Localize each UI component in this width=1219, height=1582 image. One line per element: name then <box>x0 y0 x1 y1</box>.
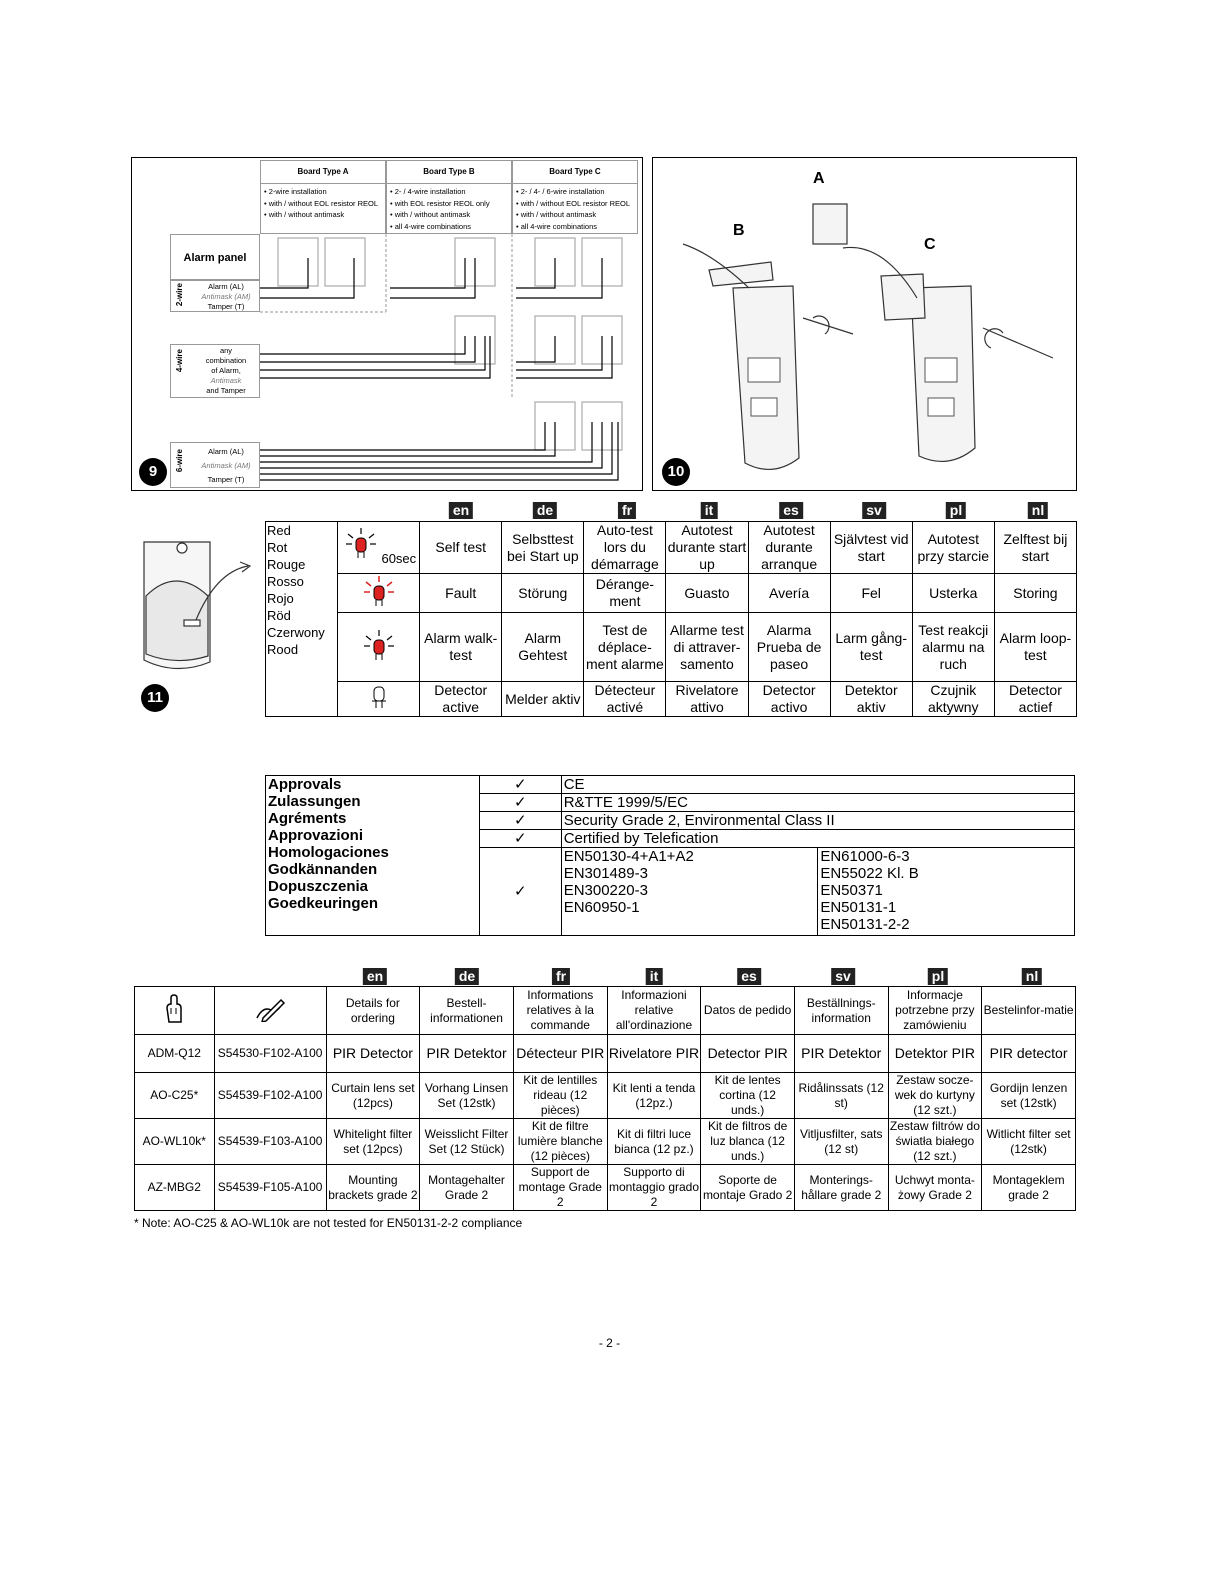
desc-cell: PIR Detector <box>326 1035 419 1073</box>
color-name: Rot <box>267 540 288 555</box>
board-bullet: • with / without antimask <box>264 210 345 219</box>
led-cell: Detektor aktiv <box>830 682 912 717</box>
lang-tag-en: en <box>363 968 387 985</box>
lang-tag-pl: pl <box>946 502 966 519</box>
wire-line: Tamper (T) <box>207 302 245 311</box>
model-cell: AZ-MBG2 <box>135 1165 215 1211</box>
figure-10-detector-opening <box>652 157 1077 491</box>
approval-item: R&TTE 1999/5/EC <box>561 794 1074 812</box>
table-row <box>135 1035 1076 1073</box>
page-number: - 2 - <box>598 1336 621 1350</box>
check-icon: ✓ <box>479 776 561 794</box>
desc-cell: Whitelight filter set (12pcs) <box>326 1119 419 1165</box>
led-cell: Auto-test lors du démarrage <box>584 522 666 574</box>
alarm-panel-label: Alarm panel <box>170 234 260 280</box>
desc-cell: Kit de lentilles rideau (12 pièces) <box>513 1073 607 1119</box>
led-steady-icon-cell <box>338 574 420 613</box>
led-cell: Test de déplace-ment alarme <box>584 613 666 682</box>
model-cell: ADM-Q12 <box>135 1035 215 1073</box>
lang-tag-nl: nl <box>1028 502 1048 519</box>
desc-cell: Ridålinssats (12 st) <box>794 1073 888 1119</box>
approval-heading: Godkännanden <box>268 861 378 878</box>
ordering-table <box>134 986 1076 1211</box>
approval-heading: Approvazioni <box>268 827 364 844</box>
wire-label: 4-wire <box>175 349 184 373</box>
lang-tag-sv: sv <box>831 968 855 985</box>
desc-cell: Soporte de montaje Grado 2 <box>701 1165 794 1211</box>
lang-tag-fr: fr <box>552 968 570 985</box>
lang-tag-sv: sv <box>862 502 886 519</box>
led-on-icon <box>362 574 396 608</box>
desc-cell: Kit de filtros de luz blanca (12 unds.) <box>701 1119 794 1165</box>
figure-number-badge: 11 <box>141 684 169 712</box>
figure-9-wiring-diagram <box>131 157 643 491</box>
wire-line: any <box>219 346 233 355</box>
led-color-list <box>266 522 338 717</box>
desc-cell: Montagehalter Grade 2 <box>420 1165 514 1211</box>
desc-cell: Zestaw filtrów do światła białego (12 szt.) <box>889 1119 980 1163</box>
check-icon: ✓ <box>479 794 561 812</box>
led-cell: Czujnik aktywny <box>912 682 994 717</box>
led-off-icon <box>369 684 389 710</box>
led-cell: Fault <box>420 574 502 613</box>
board-bullet: • with / without antimask <box>390 210 471 219</box>
table-row <box>135 1165 1076 1211</box>
ordering-header-cell: Bestell-informationen <box>420 987 514 1035</box>
approval-heading: Homologaciones <box>268 844 389 861</box>
desc-cell: Mounting brackets grade 2 <box>326 1165 419 1211</box>
lang-tag-pl: pl <box>928 968 948 985</box>
led-cell: Autotest durante arranque <box>748 522 830 574</box>
table-row <box>135 1073 1076 1119</box>
approvals-table <box>265 775 1075 936</box>
led-cell: Self test <box>420 522 502 574</box>
code-cell: S54539-F103-A100 <box>214 1119 326 1165</box>
label-b: B <box>733 222 745 239</box>
desc-cell: Montageklem grade 2 <box>982 1165 1076 1211</box>
standards-left <box>561 848 818 936</box>
ordering-header-cell: Details for ordering <box>326 987 419 1035</box>
led-cell: Zelftest bij start <box>994 522 1076 574</box>
lang-tag-it: it <box>646 968 663 985</box>
desc-cell: Curtain lens set (12pcs) <box>326 1073 419 1119</box>
color-name: Rojo <box>267 591 294 606</box>
desc-cell: Vorhang Linsen Set (12stk) <box>420 1073 514 1119</box>
led-blinking-icon-cell <box>338 522 420 574</box>
led-cell: Larm gång-test <box>830 613 912 682</box>
desc-cell: Kit de filtre lumière blanche (12 pièces) <box>513 1119 607 1165</box>
approval-heading: Zulassungen <box>268 793 361 810</box>
standard-item: EN61000-6-3 <box>820 848 910 865</box>
desc-cell: PIR Detektor <box>420 1035 514 1073</box>
led-language-header <box>265 502 1077 520</box>
ordering-header-cell: Informazioni relative all'ordinazione <box>607 987 701 1035</box>
led-cell: Test reakcji alarmu na ruch <box>912 613 994 682</box>
desc-cell: PIR detector <box>982 1035 1076 1073</box>
compliance-note: * Note: AO-C25 & AO-WL10k are not tested for EN50131-2-2 compliance <box>134 1216 523 1230</box>
ordering-header-cell: Informacje potrzebne przy zamówieniu <box>888 987 982 1035</box>
wire-line: of Alarm, <box>211 366 241 375</box>
wiring-lines-graphic <box>132 158 642 490</box>
led-cell: Guasto <box>666 574 748 613</box>
led-cell: Allarme test di attraver-samento <box>666 613 748 682</box>
wire-label: 2-wire <box>175 283 184 307</box>
desc-cell: Gordijn lenzen set (12stk) <box>982 1073 1076 1119</box>
standard-item: EN50131-1 <box>820 899 897 916</box>
hand-pointer-icon <box>163 994 185 1024</box>
approval-heading: Dopuszczenia <box>268 878 369 895</box>
table-row <box>135 1119 1076 1165</box>
ordering-header-cell: Bestelinfor-matie <box>982 987 1076 1035</box>
led-cell: Détecteur activé <box>584 682 666 717</box>
desc-cell: Détecteur PIR <box>513 1035 607 1073</box>
led-cell: Usterka <box>912 574 994 613</box>
standards-right <box>818 848 1075 936</box>
wire-line: and Tamper <box>206 386 246 395</box>
led-cell: Autotest przy starcie <box>912 522 994 574</box>
lang-tag-de: de <box>533 502 557 519</box>
color-name: Red <box>267 523 291 538</box>
board-type-header: Board Type C <box>513 161 637 184</box>
desc-cell: Supporto di montaggio grado 2 <box>608 1165 700 1209</box>
figure-number-badge: 9 <box>139 458 167 486</box>
led-blink-icon <box>344 526 378 560</box>
led-flash-icon <box>362 628 396 662</box>
led-cell: Självtest vid start <box>830 522 912 574</box>
led-cell: Rivelatore attivo <box>666 682 748 717</box>
label-a: A <box>813 170 825 187</box>
model-cell: AO-C25* <box>135 1073 215 1119</box>
desc-cell: Kit lenti a tenda (12pz.) <box>607 1073 701 1119</box>
board-type-header: Board Type A <box>261 161 385 184</box>
desc-cell: Weisslicht Filter Set (12 Stück) <box>420 1119 514 1165</box>
led-cell: Alarma Prueba de paseo <box>748 613 830 682</box>
ordering-language-header <box>134 968 1076 986</box>
detector-base-illustration <box>653 158 1076 490</box>
ordering-header-cell: Beställnings-information <box>794 987 888 1035</box>
code-cell: S54530-F102-A100 <box>214 1035 326 1073</box>
check-icon: ✓ <box>479 830 561 848</box>
approval-heading: Agréments <box>268 810 347 827</box>
wire-line: Alarm (AL) <box>208 282 244 291</box>
board-bullet: • all 4-wire combinations <box>516 221 597 231</box>
led-off-icon-cell <box>338 682 420 717</box>
board-bullet: • 2- / 4-wire installation <box>390 187 466 196</box>
standard-item: EN50130-4+A1+A2 <box>563 848 694 865</box>
lang-tag-fr: fr <box>618 502 636 519</box>
color-name: Rosso <box>267 574 304 589</box>
approval-item: CE <box>561 776 1074 794</box>
led-indication-table <box>265 521 1077 717</box>
pen-writing-icon <box>253 996 287 1022</box>
wire-line: Antimask <box>210 376 242 385</box>
approval-item: Security Grade 2, Environmental Class II <box>561 812 1074 830</box>
led-cell: Detector actief <box>994 682 1076 717</box>
board-bullet: • with / without EOL resistor REOL <box>264 198 379 208</box>
ordering-header-cell: Datos de pedido <box>701 987 794 1035</box>
desc-cell: PIR Detektor <box>794 1035 888 1073</box>
wire-line: Antimask (AM) <box>201 461 251 470</box>
lang-tag-it: it <box>701 502 718 519</box>
standard-item: EN50131-2-2 <box>820 916 910 933</box>
board-type-header: Board Type B <box>387 161 511 184</box>
lang-tag-en: en <box>449 502 473 519</box>
desc-cell: Monterings-hållare grade 2 <box>794 1165 888 1211</box>
led-cell: Detector activo <box>748 682 830 717</box>
desc-cell: Uchwyt monta-żowy Grade 2 <box>888 1165 982 1211</box>
led-cell: Alarm walk-test <box>420 613 502 682</box>
desc-cell: Kit di filtri luce bianca (12 pz.) <box>607 1119 701 1165</box>
writing-icon-cell <box>214 987 326 1035</box>
ordering-header-cell: Informations relatives à la commande <box>513 987 607 1035</box>
color-name: Rouge <box>267 557 306 572</box>
hand-pointer-icon-cell <box>135 987 215 1035</box>
color-name: Röd <box>267 608 291 623</box>
board-bullet: • with EOL resistor REOL only <box>390 198 490 208</box>
timer-label: 60sec <box>381 551 417 566</box>
check-icon: ✓ <box>479 848 561 936</box>
code-cell: S54539-F102-A100 <box>214 1073 326 1119</box>
desc-cell: Detektor PIR <box>888 1035 982 1073</box>
wire-line: Alarm (AL) <box>208 447 244 456</box>
desc-cell: Vitljusfilter, sats (12 st) <box>794 1119 888 1165</box>
approval-heading: Goedkeuringen <box>268 895 379 912</box>
board-bullet: • 2-wire installation <box>264 187 327 196</box>
board-bullet: • with / without antimask <box>516 210 597 219</box>
lang-tag-nl: nl <box>1022 968 1042 985</box>
led-cell: Selbsttest bei Start up <box>502 522 584 574</box>
wire-line: Antimask (AM) <box>201 292 251 301</box>
led-cell: Detector active <box>420 682 502 717</box>
wire-line: Tamper (T) <box>207 475 245 484</box>
model-cell: AO-WL10k* <box>135 1119 215 1165</box>
desc-cell: Witlicht filter set (12stk) <box>982 1119 1076 1165</box>
approval-item: Certified by Telefication <box>561 830 1074 848</box>
led-cell: Alarm Gehtest <box>502 613 584 682</box>
led-cell: Fel <box>830 574 912 613</box>
board-bullet: • all 4-wire combinations <box>390 221 471 231</box>
led-cell: Storing <box>994 574 1076 613</box>
led-cell: Avería <box>748 574 830 613</box>
led-cell: Autotest durante start up <box>667 522 747 572</box>
standard-item: EN50371 <box>820 882 883 899</box>
board-bullet: • 2- / 4- / 6-wire installation <box>516 187 605 196</box>
standard-item: EN301489-3 <box>563 865 648 882</box>
led-cell: Störung <box>502 574 584 613</box>
wire-line: combination <box>205 356 247 365</box>
desc-cell: Support de montage Grade 2 <box>513 1165 607 1211</box>
approval-heading: Approvals <box>268 776 342 793</box>
wire-label: 6-wire <box>175 449 184 473</box>
lang-tag-es: es <box>737 968 761 985</box>
detector-front-illustration <box>136 536 256 686</box>
led-flash-icon-cell <box>338 613 420 682</box>
figure-number-badge: 10 <box>662 458 690 486</box>
code-cell: S54539-F105-A100 <box>214 1165 326 1211</box>
lang-tag-es: es <box>779 502 803 519</box>
board-bullet: • with / without EOL resistor REOL <box>516 198 631 208</box>
color-name: Rood <box>267 642 299 657</box>
standard-item: EN55022 Kl. B <box>820 865 919 882</box>
color-name: Czerwony <box>267 625 325 640</box>
led-cell: Melder aktiv <box>502 682 584 717</box>
standard-item: EN60950-1 <box>563 899 640 916</box>
desc-cell: Detector PIR <box>701 1035 794 1073</box>
led-cell: Dérange-ment <box>584 574 666 613</box>
desc-cell: Kit de lentes cortina (12 unds.) <box>701 1073 794 1119</box>
label-c: C <box>924 236 936 253</box>
check-icon: ✓ <box>479 812 561 830</box>
standard-item: EN300220-3 <box>563 882 648 899</box>
desc-cell: Zestaw socze-wek do kurtyny (12 szt.) <box>888 1073 982 1119</box>
led-cell: Alarm loop-test <box>994 613 1076 682</box>
approvals-headings <box>266 776 480 936</box>
lang-tag-de: de <box>455 968 479 985</box>
desc-cell: Rivelatore PIR <box>607 1035 701 1073</box>
